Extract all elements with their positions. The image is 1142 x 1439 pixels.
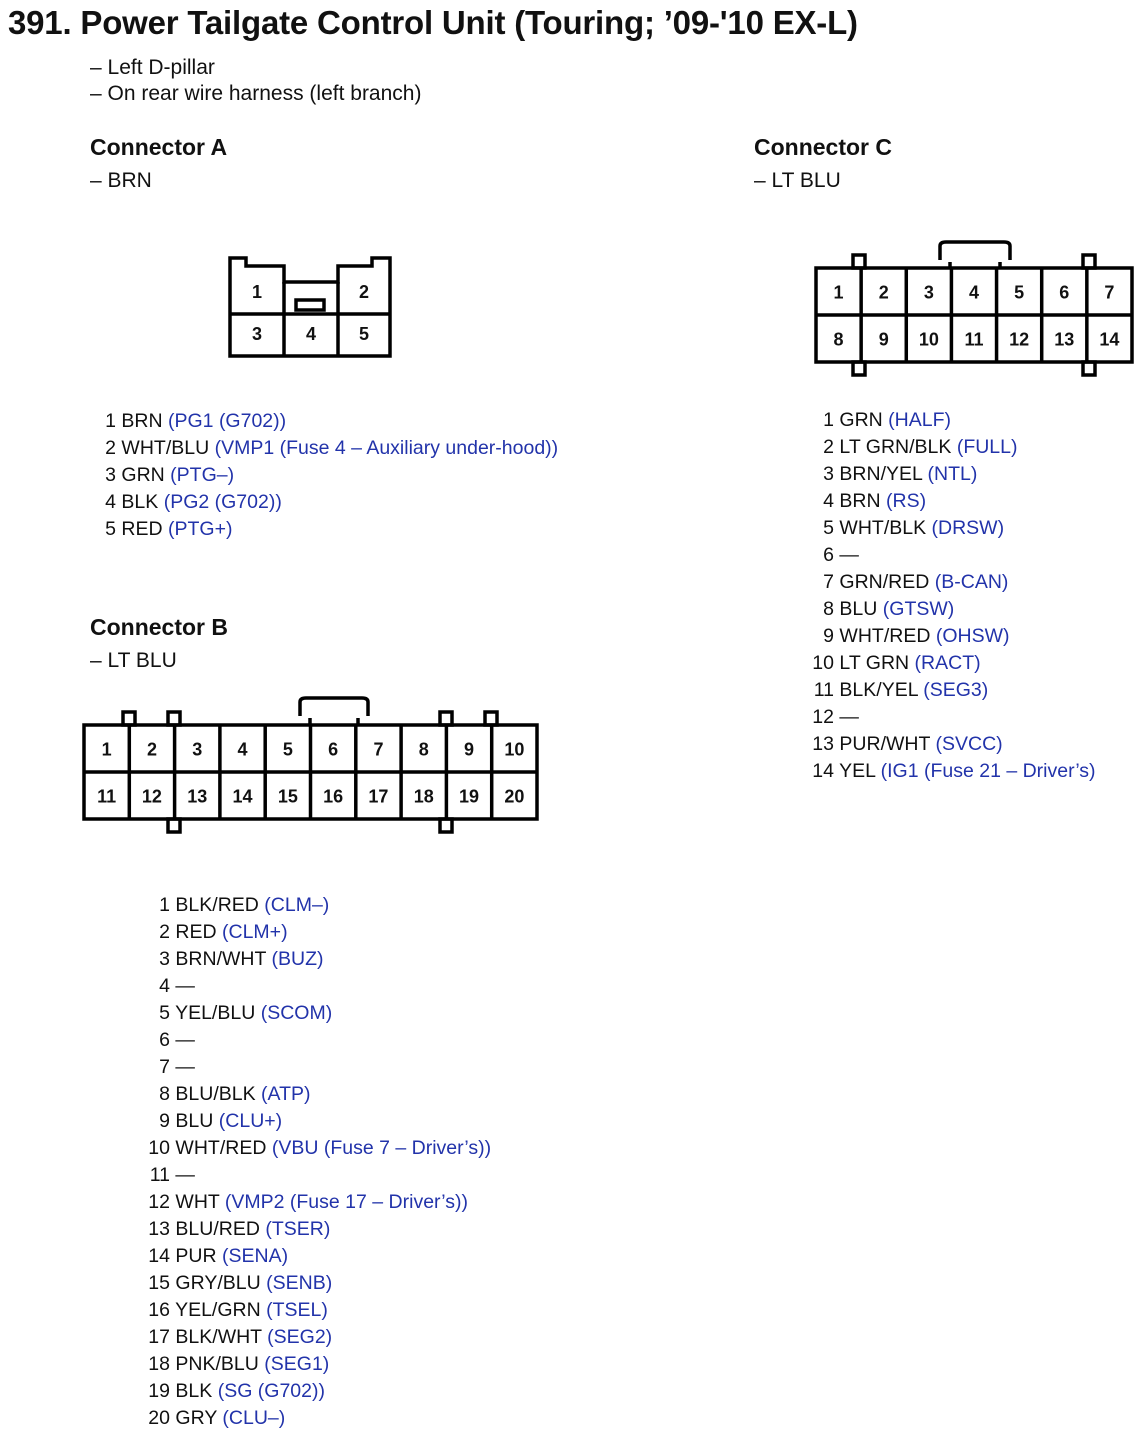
pin-signal: (SENB): [260, 1272, 333, 1294]
pin-wire-color: GRN: [116, 464, 165, 486]
pin-signal: (GTSW): [877, 598, 955, 620]
pin-number: 4: [159, 975, 170, 997]
connector-c-cavity-label: 14: [1099, 329, 1120, 350]
connector-b-title: Connector B: [90, 614, 228, 640]
pin-wire-color: GRY: [170, 1407, 217, 1429]
pin-row: [806, 542, 1096, 569]
pin-number: 9: [159, 1110, 170, 1132]
connector-b-cavity-label: 15: [277, 786, 298, 807]
pin-number: 4: [105, 491, 116, 513]
pin-wire-color: WHT/RED: [170, 1137, 267, 1159]
pin-signal: (PTG–): [164, 464, 235, 486]
pin-signal: (PTG+): [162, 518, 233, 540]
pin-number: 3: [159, 948, 170, 970]
connector-c-diagram: [812, 238, 1138, 380]
connector-b-cavity-label: 1: [101, 739, 112, 760]
pin-wire-color: GRN/RED: [834, 571, 930, 593]
pin-number: 2: [159, 921, 170, 943]
pin-wire-color: GRN: [834, 409, 883, 431]
pin-number: 11: [149, 1164, 170, 1186]
pin-number: 19: [148, 1380, 170, 1402]
pin-number: 15: [148, 1272, 170, 1294]
pin-row: [140, 1108, 491, 1135]
connector-b-tab: [168, 819, 180, 832]
pin-signal: (TSEL): [260, 1299, 328, 1321]
pin-wire-color: WHT/BLU: [116, 437, 210, 459]
pin-signal: (CLM–): [258, 894, 330, 916]
pin-row: [140, 1000, 491, 1027]
pin-signal: (VMP2 (Fuse 17 – Driver’s)): [219, 1191, 468, 1213]
pin-number: 3: [105, 464, 116, 486]
connector-a-latch: [296, 300, 324, 310]
connector-b-cavity-label: 12: [141, 786, 162, 807]
pin-signal: (B-CAN): [929, 571, 1009, 593]
pin-wire-color: WHT/BLK: [834, 517, 927, 539]
connector-b-tab: [123, 712, 135, 725]
pin-wire-color: BLK: [116, 491, 159, 513]
pin-wire-color: PUR/WHT: [834, 733, 931, 755]
connector-c-cavity-label: 5: [1014, 282, 1025, 303]
pin-row: [140, 1162, 491, 1189]
connector-a-cavity-label: 5: [358, 324, 370, 344]
pin-row: [96, 435, 558, 462]
connector-b-cavity-label: 20: [504, 786, 525, 807]
pin-signal: (OHSW): [930, 625, 1010, 647]
pin-signal: (CLM+): [216, 921, 288, 943]
pin-row: [140, 1135, 491, 1162]
connector-c-pin-list: [806, 407, 1096, 785]
page-title: 391. Power Tailgate Control Unit (Touring; ’09-'10 EX-L): [8, 4, 858, 41]
pin-signal: (CLU+): [213, 1110, 283, 1132]
connector-c-cavity-label: 7: [1104, 282, 1115, 303]
pin-row: [806, 731, 1096, 758]
connector-b-latch: [300, 698, 368, 725]
pin-wire-color: LT GRN: [834, 652, 910, 674]
pin-row: [140, 892, 491, 919]
pin-row: [96, 408, 558, 435]
pin-number: 5: [159, 1002, 170, 1024]
pin-number: 4: [823, 490, 834, 512]
pin-wire-color: BLK/WHT: [170, 1326, 262, 1348]
pin-wire-color: BLK/RED: [170, 894, 259, 916]
pin-number: 6: [823, 544, 834, 566]
connector-b-cavity-label: 7: [373, 739, 384, 760]
pin-row: [140, 1081, 491, 1108]
pin-number: 5: [823, 517, 834, 539]
pin-wire-color: —: [834, 544, 859, 566]
connector-a-color: – BRN: [90, 169, 152, 192]
pin-signal: (FULL): [951, 436, 1018, 458]
connector-b-cavity-label: 3: [192, 739, 203, 760]
pin-number: 17: [148, 1326, 170, 1348]
connector-a-cavity-label: 2: [358, 282, 370, 302]
pin-row: [96, 462, 558, 489]
connector-c-cavity-label: 2: [878, 282, 889, 303]
pin-signal: (VMP1 (Fuse 4 – Auxiliary under-hood)): [209, 437, 559, 459]
pin-wire-color: BLU: [170, 1110, 214, 1132]
connector-b-cavity-label: 16: [323, 786, 344, 807]
pin-row: [806, 704, 1096, 731]
pin-signal: (RACT): [909, 652, 981, 674]
pin-number: 20: [148, 1407, 170, 1429]
pin-signal: (SENA): [216, 1245, 289, 1267]
connector-c-title: Connector C: [754, 134, 892, 160]
pin-row: [140, 1297, 491, 1324]
pin-row: [806, 677, 1096, 704]
pin-signal: (RS): [880, 490, 927, 512]
connector-b-tab: [440, 712, 452, 725]
pin-signal: (PG1 (G702)): [162, 410, 287, 432]
pin-signal: (PG2 (G702)): [158, 491, 282, 513]
pin-row: [140, 946, 491, 973]
connector-c-tab: [1083, 362, 1095, 375]
pin-number: 13: [148, 1218, 170, 1240]
pin-row: [806, 434, 1096, 461]
connector-b-tab: [168, 712, 180, 725]
connector-c-cavity-label: 8: [833, 329, 844, 350]
connector-c-cavity-label: 13: [1054, 329, 1075, 350]
pin-wire-color: BLU/RED: [170, 1218, 260, 1240]
pin-number: 10: [812, 652, 834, 674]
pin-row: [140, 1324, 491, 1351]
pin-number: 2: [105, 437, 116, 459]
pin-number: 13: [812, 733, 834, 755]
pin-wire-color: BRN/YEL: [834, 463, 923, 485]
pin-row: [806, 758, 1096, 785]
pin-number: 14: [812, 760, 834, 782]
connector-b-cavity-label: 19: [459, 786, 480, 807]
pin-signal: (SEG1): [258, 1353, 330, 1375]
connector-b-tab: [485, 712, 497, 725]
pin-signal: (SEG3): [917, 679, 989, 701]
connector-c-cavity-label: 12: [1009, 329, 1030, 350]
pin-wire-color: WHT/RED: [834, 625, 931, 647]
connector-b-tab: [440, 819, 452, 832]
pin-wire-color: WHT: [170, 1191, 220, 1213]
pin-signal: (ATP): [255, 1083, 311, 1105]
pin-signal: (BUZ): [266, 948, 324, 970]
pin-wire-color: PNK/BLU: [170, 1353, 259, 1375]
pin-signal: (SVCC): [930, 733, 1003, 755]
pin-number: 14: [148, 1245, 170, 1267]
location-note-harness: – On rear wire harness (left branch): [90, 82, 422, 105]
connector-a-pin-list: [96, 408, 558, 543]
pin-row: [806, 623, 1096, 650]
pin-signal: (DRSW): [926, 517, 1005, 539]
pin-row: [806, 596, 1096, 623]
pin-row: [140, 1216, 491, 1243]
pin-row: [806, 650, 1096, 677]
pin-number: 16: [148, 1299, 170, 1321]
pin-number: 18: [148, 1353, 170, 1375]
pin-number: 7: [159, 1056, 170, 1078]
pin-number: 1: [159, 894, 170, 916]
pin-wire-color: GRY/BLU: [170, 1272, 261, 1294]
pin-row: [140, 1378, 491, 1405]
pin-number: 10: [148, 1137, 170, 1159]
connector-c-cavity-label: 1: [833, 282, 844, 303]
connector-b-cavity-label: 10: [504, 739, 525, 760]
connector-b-pin-list: [140, 892, 491, 1432]
connector-b-cavity-label: 18: [413, 786, 434, 807]
connector-a-title: Connector A: [90, 134, 228, 160]
connector-b-cavity-label: 4: [237, 739, 248, 760]
pin-wire-color: YEL/BLU: [170, 1002, 256, 1024]
pin-row: [806, 461, 1096, 488]
connector-c-latch: [940, 242, 1010, 268]
pin-signal: (NTL): [922, 463, 978, 485]
pin-row: [96, 489, 558, 516]
pin-number: 12: [148, 1191, 170, 1213]
pin-number: 3: [823, 463, 834, 485]
pin-row: [140, 1027, 491, 1054]
pin-number: 12: [812, 706, 834, 728]
pin-wire-color: PUR: [170, 1245, 217, 1267]
pin-number: 1: [823, 409, 834, 431]
connector-c-cavity-label: 11: [964, 329, 984, 350]
pin-wire-color: BLK: [170, 1380, 213, 1402]
connector-b-cavity-label: 5: [282, 739, 293, 760]
connector-c-cavity-label: 10: [918, 329, 939, 350]
pin-wire-color: BRN: [116, 410, 163, 432]
connector-a-cavity-label: 1: [251, 282, 263, 302]
pin-number: 8: [159, 1083, 170, 1105]
pin-row: [96, 516, 558, 543]
pin-signal: (IG1 (Fuse 21 – Driver’s): [875, 760, 1096, 782]
pin-signal: (TSER): [259, 1218, 331, 1240]
connector-b-diagram: [80, 694, 544, 836]
connector-b-cavity-label: 2: [146, 739, 157, 760]
connector-c-cavity-label: 6: [1059, 282, 1070, 303]
pin-wire-color: BLU: [834, 598, 878, 620]
pin-number: 1: [105, 410, 116, 432]
connector-c-tab: [853, 362, 865, 375]
connector-c-cavity-label: 4: [968, 282, 979, 303]
connector-a-cavity-label: 4: [305, 324, 317, 344]
pin-wire-color: —: [170, 1164, 195, 1186]
pin-row: [806, 515, 1096, 542]
pin-row: [140, 1189, 491, 1216]
connector-b-cavity-label: 6: [328, 739, 339, 760]
connector-c-tab: [853, 255, 865, 268]
pin-wire-color: BRN: [834, 490, 881, 512]
pin-signal: (SCOM): [255, 1002, 333, 1024]
pin-wire-color: BRN/WHT: [170, 948, 267, 970]
pin-row: [140, 973, 491, 1000]
pin-number: 8: [823, 598, 834, 620]
pin-row: [140, 1270, 491, 1297]
pin-wire-color: —: [170, 975, 195, 997]
pin-row: [140, 1243, 491, 1270]
pin-wire-color: BLK/YEL: [834, 679, 918, 701]
pin-number: 9: [823, 625, 834, 647]
pin-row: [140, 1351, 491, 1378]
connector-c-color: – LT BLU: [754, 169, 841, 192]
connector-c-cavity-label: 3: [923, 282, 934, 303]
pin-number: 7: [823, 571, 834, 593]
pin-wire-color: —: [834, 706, 859, 728]
pin-signal: (CLU–): [216, 1407, 286, 1429]
pin-wire-color: —: [170, 1029, 195, 1051]
pin-wire-color: YEL/GRN: [170, 1299, 261, 1321]
pin-signal: (SEG2): [261, 1326, 333, 1348]
pin-wire-color: LT GRN/BLK: [834, 436, 952, 458]
connector-b-cavity-label: 17: [368, 786, 389, 807]
pin-signal: (SG (G702)): [212, 1380, 325, 1402]
connector-c-tab: [1083, 255, 1095, 268]
connector-b-cavity-label: 14: [232, 786, 253, 807]
pin-row: [140, 919, 491, 946]
connector-b-color: – LT BLU: [90, 649, 177, 672]
pin-number: 11: [813, 679, 834, 701]
pin-row: [140, 1054, 491, 1081]
connector-b-cavity-label: 8: [418, 739, 429, 760]
pin-number: 6: [159, 1029, 170, 1051]
pin-row: [806, 488, 1096, 515]
connector-c-cavity-label: 9: [878, 329, 889, 350]
pin-number: 5: [105, 518, 116, 540]
connector-b-cavity-label: 13: [187, 786, 208, 807]
connector-a-diagram: [224, 252, 398, 362]
pin-wire-color: BLU/BLK: [170, 1083, 256, 1105]
pin-signal: (HALF): [882, 409, 951, 431]
pin-signal: (VBU (Fuse 7 – Driver’s)): [266, 1137, 492, 1159]
pin-wire-color: —: [170, 1056, 195, 1078]
pin-wire-color: RED: [170, 921, 217, 943]
pin-row: [806, 407, 1096, 434]
location-note-pillar: – Left D-pillar: [90, 56, 215, 79]
pin-wire-color: YEL: [834, 760, 876, 782]
pin-wire-color: RED: [116, 518, 163, 540]
pin-row: [806, 569, 1096, 596]
connector-b-cavity-label: 11: [97, 786, 117, 807]
connector-a-cavity-label: 3: [251, 324, 263, 344]
pin-row: [140, 1405, 491, 1432]
pin-number: 2: [823, 436, 834, 458]
connector-b-cavity-label: 9: [464, 739, 475, 760]
